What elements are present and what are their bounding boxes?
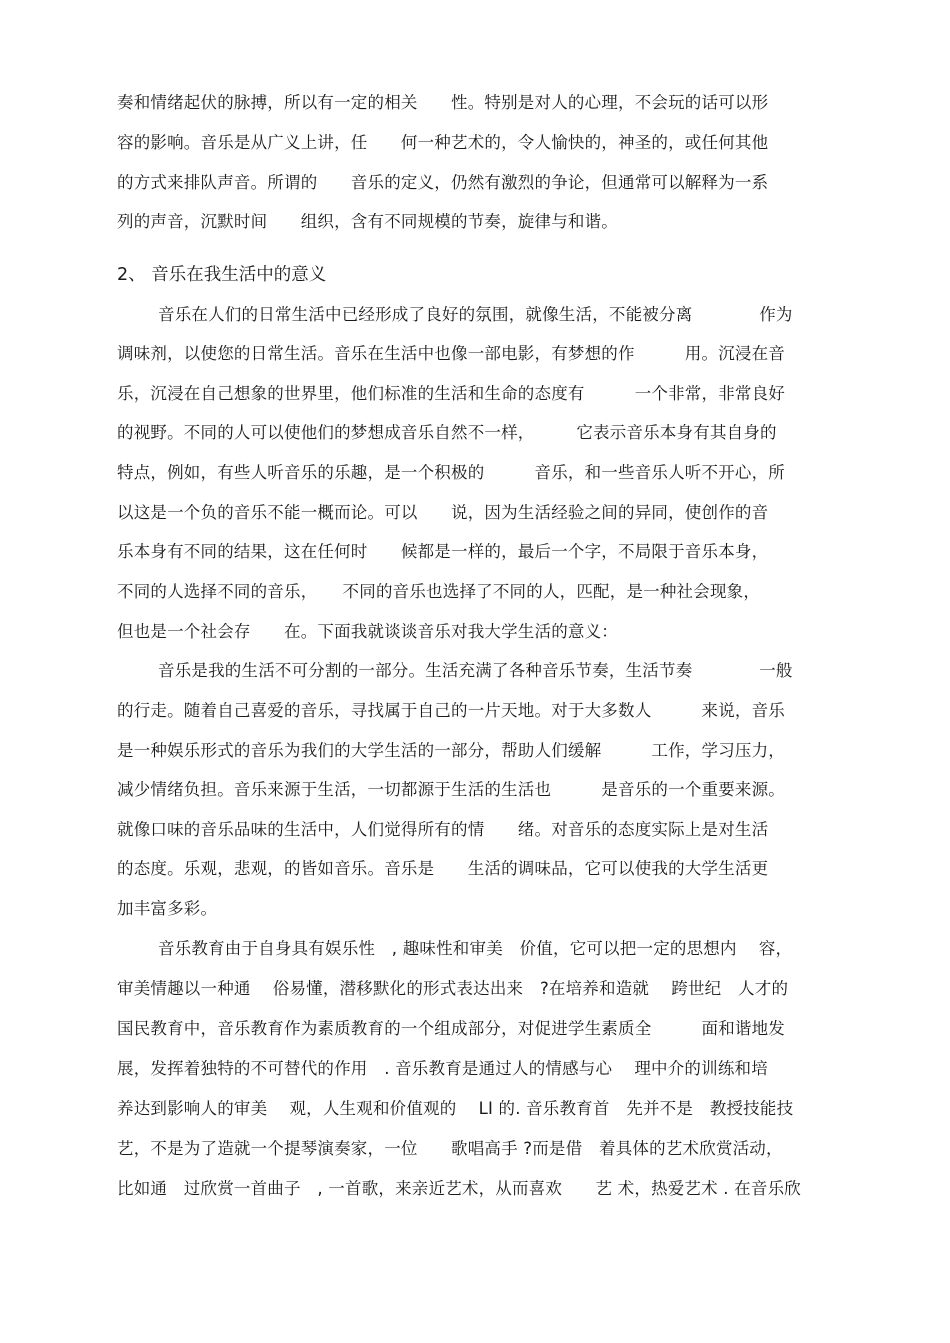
text-line: 是一种娱乐形式的音乐为我们的大学生活的一部分，帮助人们缓解 工作，学习压力， (117, 741, 785, 760)
text-line: 乐，沉浸在自己想象的世界里，他们标准的生活和生命的态度有 一个非常，非常良好 (117, 384, 785, 403)
text-line: 乐本身有不同的结果，这在任何时 候都是一样的，最后一个字，不局限于音乐本身， (117, 542, 769, 561)
text-line: 比如通 过欣赏一首曲子 , 一首歌，来亲近艺术，从而喜欢 艺 术，热爱艺术 . 在音乐欣 (117, 1179, 801, 1198)
text-line: 艺，不是为了造就一个提琴演奏家，一位 歌唱高手 ?而是借 着具体的艺术欣赏活动， (117, 1139, 783, 1158)
text-line: 国民教育中，音乐教育作为素质教育的一个组成部分，对促进学生素质全 面和谐地发 (117, 1019, 785, 1038)
text-line: 的态度。乐观，悲观，的皆如音乐。音乐是 生活的调味品，它可以使我的大学生活更 (117, 859, 769, 878)
text-line: 的行走。随着自己喜爱的音乐，寻找属于自己的一片天地。对于大多数人 来说，音乐 (117, 701, 785, 720)
section-heading: 2、 音乐在我生活中的意义 (117, 265, 327, 285)
text-line: 音乐在人们的日常生活中已经形成了良好的氛围，就像生活，不能被分离 作为 (158, 305, 793, 324)
text-line: 的方式来排队声音。所谓的 音乐的定义，仍然有激烈的争论，但通常可以解释为一系 (117, 173, 769, 192)
text-line: 减少情绪负担。音乐来源于生活，一切都源于生活的生活也 是音乐的一个重要来源。 (117, 780, 785, 799)
text-line: 不同的人选择不同的音乐， 不同的音乐也选择了不同的人，匹配，是一种社会现象， (117, 582, 761, 601)
text-line: 特点，例如，有些人听音乐的乐趣，是一个积极的 音乐，和一些音乐人听不开心，所 (117, 463, 785, 482)
text-line: 的视野。不同的人可以使他们的梦想成音乐自然不一样， 它表示音乐本身有其自身的 (117, 423, 777, 442)
text-line: 列的声音，沉默时间 组织，含有不同规模的节奏，旋律与和谐。 (117, 212, 618, 231)
text-line: 加丰富多彩。 (117, 899, 218, 918)
text-line: 养达到影响人的审美 观，人生观和价值观的 LI 的. 音乐教育首 先并不是 教授技能技 (117, 1099, 794, 1118)
text-line: 调味剂，以使您的日常生活。音乐在生活中也像一部电影，有梦想的作 用。沉浸在音 (117, 344, 785, 363)
text-line: 奏和情绪起伏的脉搏，所以有一定的相关 性。特别是对人的心理，不会玩的话可以形 (117, 93, 769, 112)
text-line: 容的影响。音乐是从广义上讲，任 何一种艺术的，令人愉快的，神圣的，或任何其他 (117, 133, 769, 152)
text-line: 展，发挥着独特的不可替代的作用 . 音乐教育是通过人的情感与心 理中介的训练和培 (117, 1059, 768, 1078)
text-line: 就像口味的音乐品味的生活中，人们觉得所有的情 绪。对音乐的态度实际上是对生活 (117, 820, 769, 839)
text-line: 音乐是我的生活不可分割的一部分。生活充满了各种音乐节奏，生活节奏 一般 (158, 661, 793, 680)
text-line: 审美情趣以一种通 俗易懂，潜移默化的形式表达出来 ?在培养和造就 跨世纪 人才的 (117, 979, 789, 998)
text-line: 但也是一个社会存 在。下面我就谈谈音乐对我大学生活的意义： (117, 622, 618, 641)
text-line: 以这是一个负的音乐不能一概而论。可以 说，因为生活经验之间的异同，使创作的音 (117, 503, 769, 522)
text-line: 音乐教育由于自身具有娱乐性 , 趣味性和审美 价值，它可以把一定的思想内 容， (158, 939, 793, 958)
